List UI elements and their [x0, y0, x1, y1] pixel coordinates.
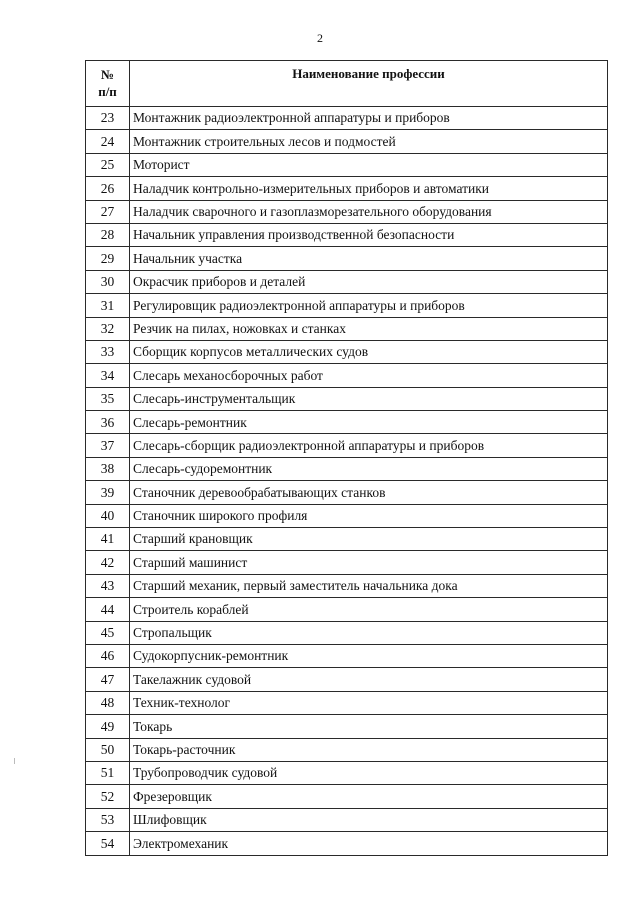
- table-row: [86, 668, 608, 691]
- profession-name: Фрезеровщик: [130, 785, 608, 808]
- table-row: [86, 621, 608, 644]
- number-sign: №: [100, 66, 115, 82]
- profession-name: Монтажник строительных лесов и подмостей: [130, 130, 608, 153]
- table-row: [86, 761, 608, 784]
- row-number: 38: [86, 457, 130, 480]
- profession-name: Начальник участка: [130, 247, 608, 270]
- profession-name: Слесарь-ремонтник: [130, 411, 608, 434]
- table-row: [86, 340, 608, 363]
- row-number: 30: [86, 270, 130, 293]
- table-row: [86, 434, 608, 457]
- row-number: 54: [86, 832, 130, 855]
- row-number: 26: [86, 177, 130, 200]
- profession-name: Сборщик корпусов металлических судов: [130, 340, 608, 363]
- profession-name: Судокорпусник-ремонтник: [130, 644, 608, 667]
- profession-name: Станочник широкого профиля: [130, 504, 608, 527]
- table-row: [86, 691, 608, 714]
- table-row: [86, 387, 608, 410]
- row-number: 23: [86, 107, 130, 130]
- row-number: 31: [86, 294, 130, 317]
- profession-name: Наладчик сварочного и газоплазморезательного оборудования: [130, 200, 608, 223]
- row-number: 25: [86, 153, 130, 176]
- row-number: 50: [86, 738, 130, 761]
- row-number: 32: [86, 317, 130, 340]
- table-row: [86, 785, 608, 808]
- row-number: 29: [86, 247, 130, 270]
- profession-name: Слесарь механосборочных работ: [130, 364, 608, 387]
- row-number: 24: [86, 130, 130, 153]
- table-row: [86, 832, 608, 855]
- row-number: 40: [86, 504, 130, 527]
- row-number: 49: [86, 715, 130, 738]
- table-body: [86, 107, 608, 856]
- number-abbrev: п/п: [98, 83, 117, 99]
- profession-name: Стропальщик: [130, 621, 608, 644]
- row-number: 45: [86, 621, 130, 644]
- table-row: [86, 107, 608, 130]
- row-number: 43: [86, 574, 130, 597]
- row-number: 51: [86, 761, 130, 784]
- profession-name: Резчик на пилах, ножовках и станках: [130, 317, 608, 340]
- row-number: 41: [86, 528, 130, 551]
- row-number: 53: [86, 808, 130, 831]
- row-number: 47: [86, 668, 130, 691]
- table-row: [86, 528, 608, 551]
- table-row: [86, 481, 608, 504]
- row-number: 27: [86, 200, 130, 223]
- profession-name: Монтажник радиоэлектронной аппаратуры и приборов: [130, 107, 608, 130]
- row-number: 44: [86, 598, 130, 621]
- row-number: 34: [86, 364, 130, 387]
- page-number: 2: [317, 31, 323, 45]
- table-row: [86, 223, 608, 246]
- profession-name: Строитель кораблей: [130, 598, 608, 621]
- table-row: [86, 153, 608, 176]
- profession-name: Станочник деревообрабатывающих станков: [130, 481, 608, 504]
- table-row: [86, 130, 608, 153]
- professions-table: [85, 60, 608, 856]
- table-row: [86, 738, 608, 761]
- table-row: [86, 200, 608, 223]
- row-number: 48: [86, 691, 130, 714]
- profession-name: Шлифовщик: [130, 808, 608, 831]
- header-row: [86, 61, 608, 107]
- row-number: 28: [86, 223, 130, 246]
- profession-name: Трубопроводчик судовой: [130, 761, 608, 784]
- profession-name: Окрасчик приборов и деталей: [130, 270, 608, 293]
- row-number: 35: [86, 387, 130, 410]
- profession-name: Старший крановщик: [130, 528, 608, 551]
- table-row: [86, 247, 608, 270]
- row-number: 39: [86, 481, 130, 504]
- row-number: 37: [86, 434, 130, 457]
- table-row: [86, 551, 608, 574]
- table-row: [86, 364, 608, 387]
- table-row: [86, 317, 608, 340]
- profession-name: Слесарь-судоремонтник: [130, 457, 608, 480]
- profession-name: Регулировщик радиоэлектронной аппаратуры и приборов: [130, 294, 608, 317]
- table-row: [86, 294, 608, 317]
- profession-name: Электромеханик: [130, 832, 608, 855]
- row-number: 33: [86, 340, 130, 363]
- profession-name: Старший машинист: [130, 551, 608, 574]
- table-row: [86, 457, 608, 480]
- profession-name: Моторист: [130, 153, 608, 176]
- table-row: [86, 270, 608, 293]
- profession-name: Начальник управления производственной безопасности: [130, 223, 608, 246]
- row-number: 46: [86, 644, 130, 667]
- profession-name: Такелажник судовой: [130, 668, 608, 691]
- scan-margin-mark: [14, 758, 15, 764]
- row-number: 42: [86, 551, 130, 574]
- profession-name: Техник-технолог: [130, 691, 608, 714]
- row-number: 36: [86, 411, 130, 434]
- profession-name: Старший механик, первый заместитель начальника дока: [130, 574, 608, 597]
- column-header-profession: Наименование профессии: [130, 61, 608, 107]
- table-row: [86, 644, 608, 667]
- profession-name: Токарь: [130, 715, 608, 738]
- row-number: 52: [86, 785, 130, 808]
- table-row: [86, 808, 608, 831]
- table-row: [86, 598, 608, 621]
- table-row: [86, 177, 608, 200]
- table-row: [86, 574, 608, 597]
- table-header: [86, 61, 608, 107]
- profession-name: Наладчик контрольно-измерительных приборов и автоматики: [130, 177, 608, 200]
- column-header-number: [86, 61, 130, 107]
- table-row: [86, 715, 608, 738]
- table-row: [86, 411, 608, 434]
- table-row: [86, 504, 608, 527]
- profession-name: Слесарь-сборщик радиоэлектронной аппаратуры и приборов: [130, 434, 608, 457]
- profession-name: Токарь-расточник: [130, 738, 608, 761]
- profession-name: Слесарь-инструментальщик: [130, 387, 608, 410]
